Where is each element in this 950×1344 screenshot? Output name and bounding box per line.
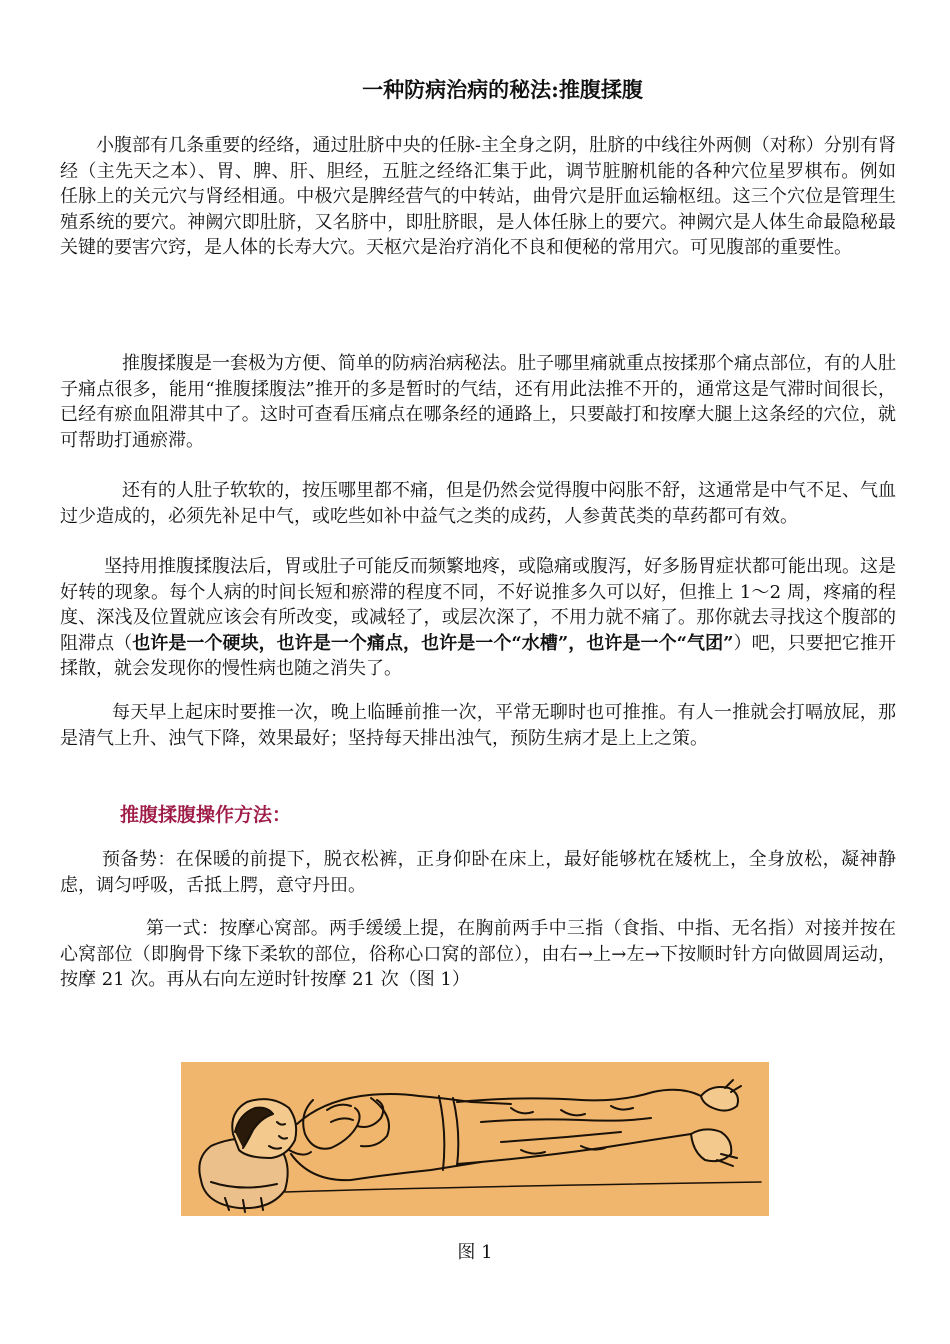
paragraph-persistence-bold: 也许是一个硬块，也许是一个痛点，也许是一个“水槽”，也许是一个“气团” <box>132 632 734 654</box>
reclining-person-illustration <box>181 1062 769 1216</box>
figure-reclining-massage <box>181 1062 769 1216</box>
paragraph-daily-practice: 每天早上起床时要推一次，晚上临睡前推一次，平常无聊时也可推推。有人一推就会打嗝放屁，那是清气上升、浊气下降，效果最好；坚持每天排出浊气，预防生病才是上上之策。 <box>60 702 896 749</box>
document-title: 一种防病治病的秘法:推腹揉腹 <box>362 77 643 102</box>
paragraph-preparation: 预备势：在保暖的前提下，脱衣松裤，正身仰卧在床上，最好能够枕在矮枕上，全身放松，凝神静虑，调匀呼吸，舌抵上腭，意守丹田。 <box>60 849 896 896</box>
paragraph-first-form: 第一式：按摩心窝部。两手缓缓上提，在胸前两手中三指（食指、中指、无名指）对接并按在心窝部位（即胸骨下缘下柔软的部位，俗称心口窝的部位），由右→上→左→下按顺时针方向做圆周运动，按摩 21 次。再从右向左逆时针按摩 21 次（图 1） <box>60 918 896 991</box>
figure-caption: 图 1 <box>457 1242 493 1263</box>
section-heading: 推腹揉腹操作方法： <box>120 804 292 826</box>
paragraph-persistence <box>60 554 896 682</box>
paragraph-meridians: 小腹部有几条重要的经络，通过肚脐中央的任脉-主全身之阴，肚脐的中线往外两侧（对称）分别有肾经（主先天之本）、胃、脾、肝、胆经，五脏之经络汇集于此，调节脏腑机能的各种穴位星罗棋布。例如任脉上的关元穴与肾经相通。中极穴是脾经营气的中转站，曲骨穴是肝血运输枢纽。这三个穴位是管理生殖系统的要穴。神阙穴即肚脐，又名脐中，即肚脐眼，是人体任脉上的要穴。神阙穴是人体生命最隐秘最关键的要害穴窍，是人体的长寿大穴。天枢穴是治疗消化不良和便秘的常用穴。可见腹部的重要性。 <box>60 135 896 259</box>
paragraph-persistence-text-a: 坚持用推腹揉腹法后，胃或肚子可能反而频繁地疼，或隐痛或腹泻，好多肠胃症状都可能出现。这是好转的现象。每个人病的时间长短和瘀滞的程度不同，不好说推多久可以好，但推上 1～2 周，疼痛的程度、深浅及位置就应该会有所改变，或减轻了，或层次深了，不用力就不痛了。那你就去寻找这个腹部的阻滞点（ <box>60 556 896 654</box>
paragraph-persistence-text-b: ）吧，只要把它推开揉散，就会发现你的慢性病也随之消失了。 <box>60 632 897 680</box>
paragraph-soft-belly: 还有的人肚子软软的，按压哪里都不痛，但是仍然会觉得腹中闷胀不舒，这通常是中气不足、气血过少造成的，必须先补足中气，或吃些如补中益气之类的成药，人参黄芪类的草药都可有效。 <box>60 480 896 527</box>
paragraph-method-intro: 推腹揉腹是一套极为方便、简单的防病治病秘法。肚子哪里痛就重点按揉那个痛点部位，有的人肚子痛点很多，能用“推腹揉腹法”推开的多是暂时的气结，还有用此法推不开的，通常这是气滞时间很长，已经有瘀血阻滞其中了。这时可查看压痛点在哪条经的通路上，只要敲打和按摩大腿上这条经的穴位，就可帮助打通瘀滞。 <box>60 353 896 451</box>
